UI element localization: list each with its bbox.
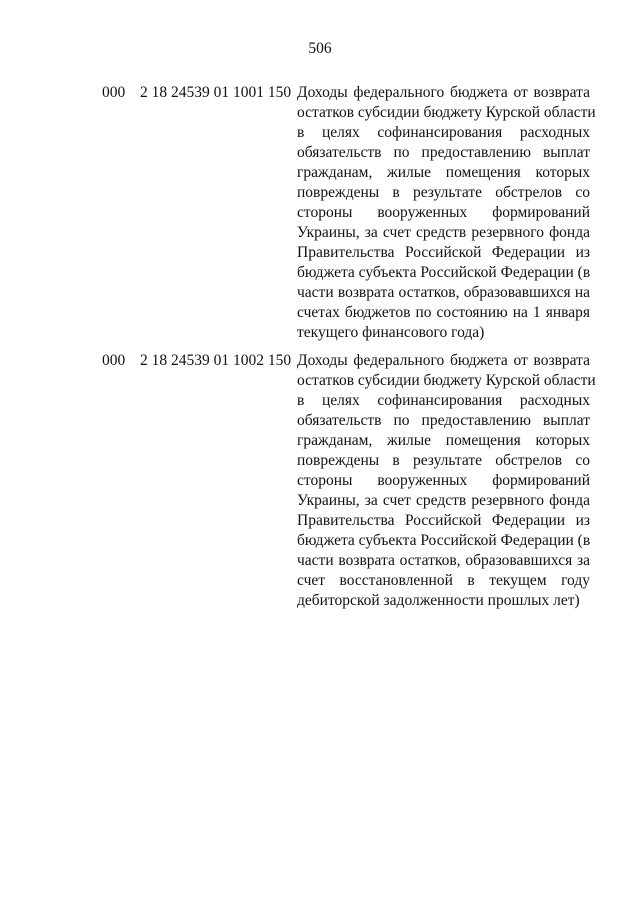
budget-classification-code: 2 18 24539 01 1001 150 bbox=[140, 84, 292, 101]
description-line: счетах бюджетов по состоянию на 1 января bbox=[297, 304, 590, 321]
description-line: части возврата остатков, образовавшихся на bbox=[297, 284, 590, 301]
description-line: гражданам, жилые помещения которых bbox=[297, 164, 590, 181]
description-line: части возврата остатков, образовавшихся за bbox=[297, 552, 590, 569]
description-line: Доходы федерального бюджета от возврата bbox=[297, 84, 590, 101]
description-line: бюджета субъекта Российской Федерации (в bbox=[297, 532, 591, 549]
admin-code: 000 bbox=[102, 84, 126, 101]
description-line: в целях софинансирования расходных bbox=[297, 392, 590, 409]
description-line: Правительства Российской Федерации из bbox=[297, 512, 590, 529]
description-line: стороны вооруженных формирований bbox=[297, 472, 590, 489]
description-line: стороны вооруженных формирований bbox=[297, 204, 590, 221]
entry-description bbox=[297, 351, 596, 611]
description-line: гражданам, жилые помещения которых bbox=[297, 432, 590, 449]
description-line: повреждены в результате обстрелов со bbox=[297, 452, 590, 469]
description-line: обязательств по предоставлению выплат bbox=[297, 412, 590, 429]
description-line: Правительства Российской Федерации из bbox=[297, 244, 590, 261]
description-line: счет восстановленной в текущем году bbox=[297, 572, 590, 589]
description-line: бюджета субъекта Российской Федерации (в bbox=[297, 264, 591, 281]
description-line: Украины, за счет средств резервного фонда bbox=[297, 492, 590, 509]
description-line: остатков субсидии бюджету Курской области bbox=[297, 104, 596, 121]
description-line: в целях софинансирования расходных bbox=[297, 124, 590, 141]
entry-description bbox=[297, 83, 596, 343]
description-line: дебиторской задолженности прошлых лет) bbox=[297, 592, 580, 609]
description-line: текущего финансового года) bbox=[297, 324, 485, 341]
budget-classification-code: 2 18 24539 01 1002 150 bbox=[140, 352, 292, 369]
description-line: обязательств по предоставлению выплат bbox=[297, 144, 590, 161]
description-line: остатков субсидии бюджету Курской области bbox=[297, 372, 596, 389]
page-number: 506 bbox=[308, 40, 332, 57]
description-line: Украины, за счет средств резервного фонда bbox=[297, 224, 590, 241]
description-line: повреждены в результате обстрелов со bbox=[297, 184, 590, 201]
description-line: Доходы федерального бюджета от возврата bbox=[297, 352, 590, 369]
admin-code: 000 bbox=[102, 352, 126, 369]
